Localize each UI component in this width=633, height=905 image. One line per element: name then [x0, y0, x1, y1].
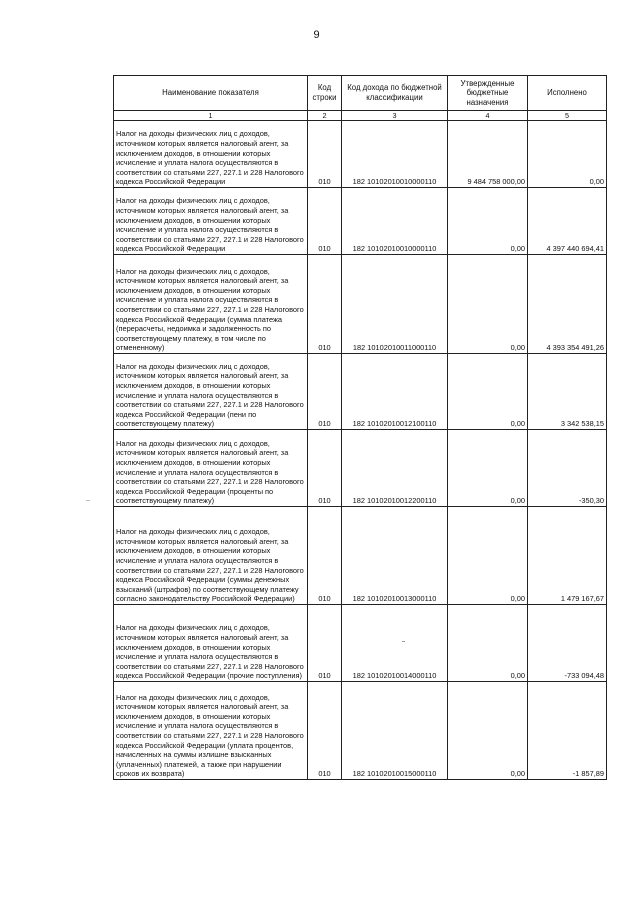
row-code: 010: [308, 121, 342, 188]
row-executed: 4 397 440 694,41: [528, 188, 607, 255]
row-kbk: 182 10102010011000110: [342, 255, 448, 354]
row-approved: 0,00: [448, 507, 528, 605]
row-name: Налог на доходы физических лиц с доходов, источником которых является налоговый агент, за исключением доходов, в отношении которых исчисление и уплата налога осуществляются в соответствии со статьями 227, 227.1 и 228 Налогового кодекса Российской Федерации (суммы денежных взысканий (штрафов) по соответствующему платежу согласно законодательству Российской Федерации): [114, 507, 308, 605]
row-executed: 3 342 538,15: [528, 354, 607, 430]
row-approved: 9 484 758 000,00: [448, 121, 528, 188]
row-name: Налог на доходы физических лиц с доходов, источником которых является налоговый агент, за исключением доходов, в отношении которых исчисление и уплата налога осуществляются в соответствии со статьями 227, 227.1 и 228 Налогового кодекса Российской Федерации (пени по соответствующему платежу): [114, 354, 308, 430]
revenue-table: [113, 75, 607, 780]
table-row: [114, 682, 607, 780]
row-approved: 0,00: [448, 188, 528, 255]
column-number: 1: [114, 111, 308, 121]
row-name: Налог на доходы физических лиц с доходов, источником которых является налоговый агент, за исключением доходов, в отношении которых исчисление и уплата налога осуществляются в соответствии со статьями 227, 227.1 и 228 Налогового кодекса Российской Федерации: [114, 121, 308, 188]
row-kbk: 182 10102010012200110: [342, 430, 448, 507]
scan-mark: [86, 500, 90, 501]
row-code: 010: [308, 682, 342, 780]
row-code: 010: [308, 507, 342, 605]
row-approved: 0,00: [448, 255, 528, 354]
row-name: Налог на доходы физических лиц с доходов, источником которых является налоговый агент, за исключением доходов, в отношении которых исчисление и уплата налога осуществляются в соответствии со статьями 227, 227.1 и 228 Налогового кодекса Российской Федерации (уплата процентов, начисленных на суммы излишне взысканных (уплаченных) платежей, а также при нарушении сроков их возврата): [114, 682, 308, 780]
table-row: [114, 354, 607, 430]
table-row: [114, 507, 607, 605]
row-kbk: 182 10102010014000110: [342, 605, 448, 682]
row-approved: 0,00: [448, 605, 528, 682]
row-name: Налог на доходы физических лиц с доходов, источником которых является налоговый агент, за исключением доходов, в отношении которых исчисление и уплата налога осуществляются в соответствии со статьями 227, 227.1 и 228 Налогового кодекса Российской Федерации (прочие поступления): [114, 605, 308, 682]
row-code: 010: [308, 354, 342, 430]
row-kbk: 182 10102010010000110: [342, 121, 448, 188]
table-row: [114, 121, 607, 188]
row-code: 010: [308, 255, 342, 354]
page-number: 9: [313, 29, 320, 41]
row-code: 010: [308, 188, 342, 255]
row-kbk: 182 10102010013000110: [342, 507, 448, 605]
row-kbk: 182 10102010010000110: [342, 188, 448, 255]
row-code: 010: [308, 430, 342, 507]
table-row: [114, 430, 607, 507]
row-executed: -1 857,89: [528, 682, 607, 780]
row-name: Налог на доходы физических лиц с доходов, источником которых является налоговый агент, за исключением доходов, в отношении которых исчисление и уплата налога осуществляются в соответствии со статьями 227, 227.1 и 228 Налогового кодекса Российской Федерации (проценты по соответствующему платежу): [114, 430, 308, 507]
row-name: Налог на доходы физических лиц с доходов, источником которых является налоговый агент, за исключением доходов, в отношении которых исчисление и уплата налога осуществляются в соответствии со статьями 227, 227.1 и 228 Налогового кодекса Российской Федерации: [114, 188, 308, 255]
row-executed: -733 094,48: [528, 605, 607, 682]
row-code: 010: [308, 605, 342, 682]
header-approved: Утвержденные бюджетные назначения: [448, 76, 528, 111]
table-row: [114, 188, 607, 255]
row-kbk: 182 10102010012100110: [342, 354, 448, 430]
header-executed: Исполнено: [528, 76, 607, 111]
header-kbk: Код дохода по бюджетной классификации: [342, 76, 448, 111]
row-executed: 1 479 167,67: [528, 507, 607, 605]
table-header: [114, 76, 607, 121]
row-executed: -350,30: [528, 430, 607, 507]
row-kbk: 182 10102010015000110: [342, 682, 448, 780]
column-number: 4: [448, 111, 528, 121]
header-name: Наименование показателя: [114, 76, 308, 111]
row-approved: 0,00: [448, 430, 528, 507]
row-executed: 0,00: [528, 121, 607, 188]
column-number: 5: [528, 111, 607, 121]
row-name: Налог на доходы физических лиц с доходов, источником которых является налоговый агент, за исключением доходов, в отношении которых исчисление и уплата налога осуществляются в соответствии со статьями 227, 227.1 и 228 Налогового кодекса Российской Федерации (сумма платежа (перерасчеты, недоимка и задолженность по соответствующему платежу, в том числе по отмененному): [114, 255, 308, 354]
header-code: Код строки: [308, 76, 342, 111]
row-approved: 0,00: [448, 354, 528, 430]
row-approved: 0,00: [448, 682, 528, 780]
column-number: 3: [342, 111, 448, 121]
table-body: [114, 121, 607, 780]
column-number: 2: [308, 111, 342, 121]
row-executed: 4 393 354 491,26: [528, 255, 607, 354]
table-row: [114, 255, 607, 354]
table-row: [114, 605, 607, 682]
